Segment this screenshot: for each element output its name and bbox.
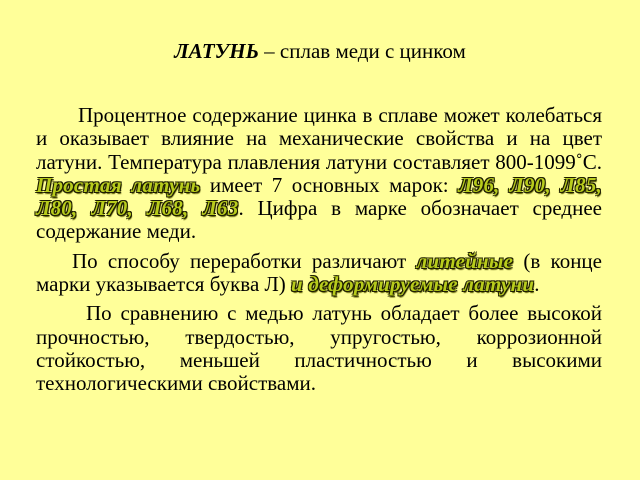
highlight-simple-brass: Простая латунь xyxy=(36,172,201,197)
paragraph2-text-3: . xyxy=(534,272,540,297)
paragraph-comparison xyxy=(36,302,602,395)
highlight-cast: литейные xyxy=(416,248,514,273)
paragraph-processing xyxy=(36,250,602,297)
paragraph2-text-2: (в конце марки указывается буква Л) xyxy=(36,248,602,297)
slide-title xyxy=(0,38,640,64)
paragraph3-text-1: По сравнению с медью латунь обладает более высокой прочностью, твердостью, упругостью, коррозионной стойкостью, меньшей пластичностью и высокими технологическими свойствами. xyxy=(36,301,602,396)
paragraph-composition xyxy=(36,104,602,244)
paragraph1-text-3: . Цифра в марке обозначает среднее содержание меди. xyxy=(36,196,602,244)
highlight-brass-grades: Л96, Л90, Л85, Л80, Л70, Л68, Л63 xyxy=(36,172,602,221)
highlight-wrought: и деформируемые латуни xyxy=(291,272,535,297)
paragraph2-text-1: По способу переработки различают xyxy=(72,248,417,273)
paragraph1-text-1: Процентное содержание цинка в сплаве может колебаться и оказывает влияние на механические свойства и на цвет латуни. Температура плавления латуни составляет 800-1099˚С. xyxy=(36,103,602,174)
title-term: ЛАТУНЬ xyxy=(174,39,259,63)
title-definition: – сплав меди с цинком xyxy=(258,39,466,63)
body-text xyxy=(36,104,602,402)
paragraph1-text-2: имеет 7 основных марок: xyxy=(200,172,459,197)
